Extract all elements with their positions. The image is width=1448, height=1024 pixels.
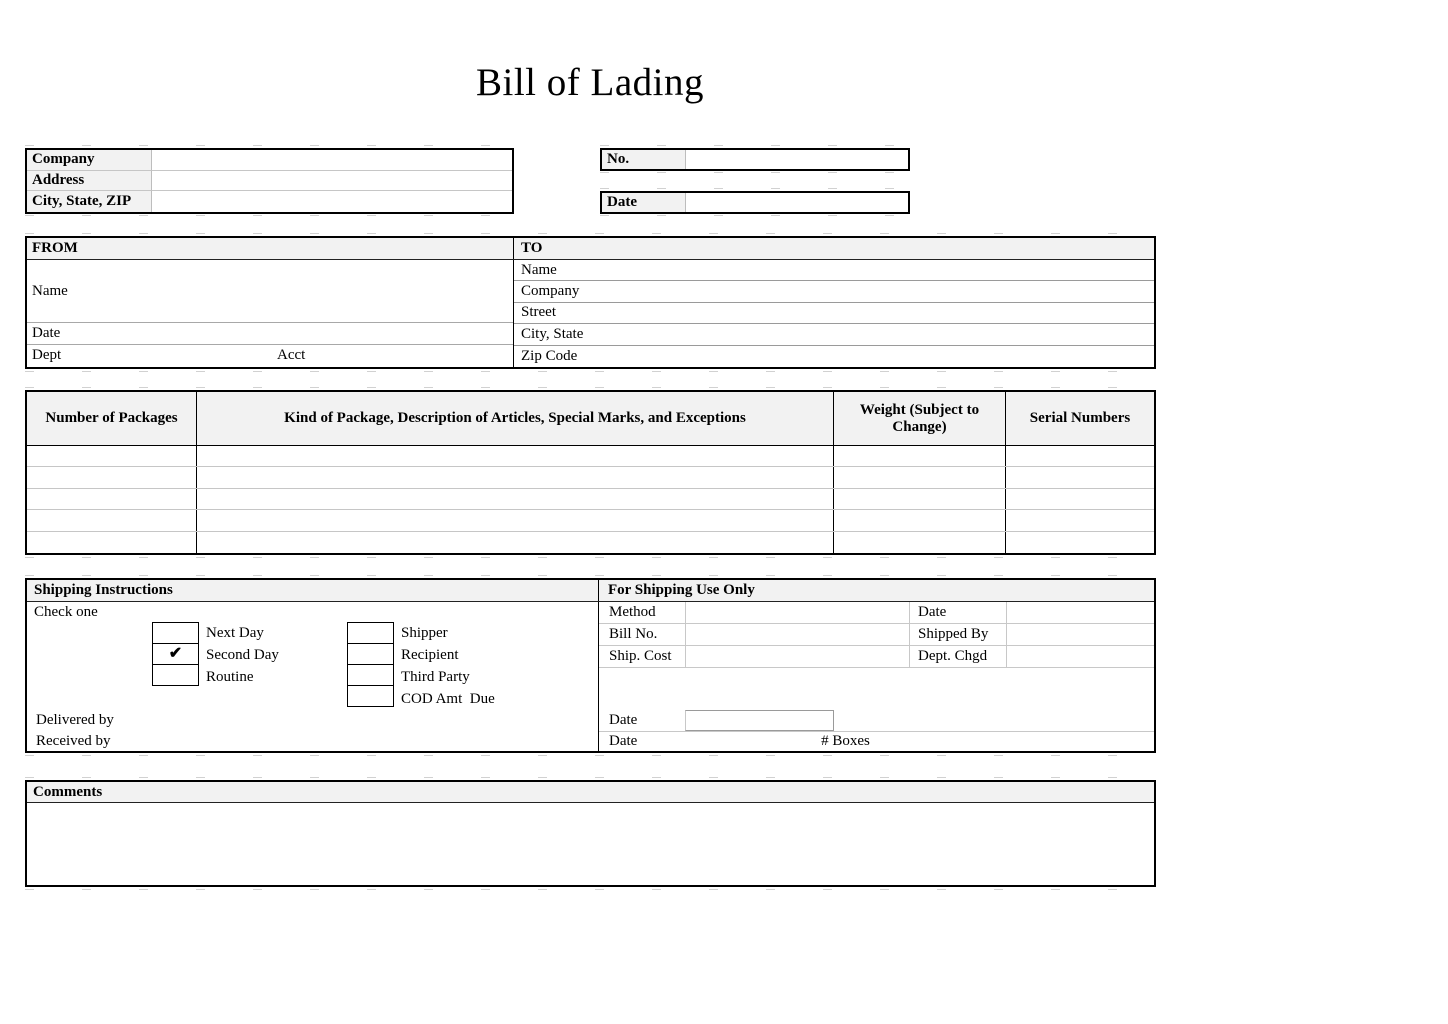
to-street-label: Street <box>521 304 556 321</box>
comments-section <box>25 780 1156 887</box>
routine-checkbox[interactable] <box>152 664 199 686</box>
from-pane <box>27 260 513 367</box>
col-number-of-packages: Number of Packages <box>27 392 197 445</box>
shipper-company-block <box>25 148 514 214</box>
received-by-label: Received by <box>36 733 111 749</box>
gridline-ticks <box>25 557 1156 558</box>
shipping-instructions-pane <box>27 602 598 751</box>
table-cell[interactable] <box>834 446 1006 466</box>
from-header: FROM <box>32 240 78 256</box>
bol-date-box <box>600 191 910 214</box>
gridline-ticks <box>600 215 910 216</box>
packages-table-body <box>27 446 1154 553</box>
num-boxes-value-field[interactable] <box>1006 732 1154 751</box>
table-cell[interactable] <box>27 532 197 553</box>
to-pane <box>513 260 1154 367</box>
table-cell[interactable] <box>27 510 197 530</box>
bol-date-label: Date <box>602 193 686 212</box>
received-by-field[interactable] <box>36 731 111 751</box>
col-kind-of-package: Kind of Package, Description of Articles, Special Marks, and Exceptions <box>197 392 834 445</box>
bol-date-value-field[interactable] <box>686 193 908 212</box>
gridline-ticks <box>25 889 1156 890</box>
gridline-ticks <box>25 215 514 216</box>
from-to-header-row <box>27 238 1154 260</box>
method-label: Method <box>609 604 656 620</box>
col-serial-numbers: Serial Numbers <box>1029 410 1131 426</box>
packages-table-header-row <box>27 392 1154 446</box>
gridline-ticks <box>600 188 910 189</box>
table-cell[interactable] <box>834 532 1006 553</box>
col-weight: Weight (Subject to Change) <box>834 392 1006 445</box>
shipping-section <box>25 578 1156 753</box>
method-date-row <box>599 602 1154 624</box>
bol-number-box <box>600 148 910 171</box>
shipping-use-only-pane <box>598 602 1154 751</box>
second-day-checkbox[interactable] <box>152 643 199 665</box>
billno-shippedby-row <box>599 624 1154 646</box>
gridline-ticks <box>25 575 1156 576</box>
from-to-section <box>25 236 1156 369</box>
cod-amt-due-label: COD Amt Due <box>401 691 495 707</box>
ship-cost-label: Ship. Cost <box>609 648 672 664</box>
to-company-field[interactable] <box>514 281 1154 302</box>
next-day-checkbox[interactable] <box>152 622 199 644</box>
to-name-field[interactable] <box>514 260 1154 281</box>
gridline-ticks <box>25 145 514 146</box>
ship-date-value-field[interactable] <box>1006 602 1154 623</box>
city-state-zip-label: City, State, ZIP <box>27 191 152 212</box>
gridline-ticks <box>25 387 1156 388</box>
speed-checkbox-stack <box>152 622 199 686</box>
table-cell[interactable] <box>1006 446 1154 466</box>
use-date-1-value-field[interactable] <box>685 710 834 731</box>
bill-no-value-field[interactable] <box>685 624 909 645</box>
address-label: Address <box>27 171 152 192</box>
next-day-label: Next Day <box>206 625 264 641</box>
table-row <box>27 532 1154 553</box>
to-zip-label: Zip Code <box>521 347 578 364</box>
to-street-field[interactable] <box>514 303 1154 324</box>
table-cell[interactable] <box>197 532 834 553</box>
dept-chgd-label: Dept. Chgd <box>909 646 1006 667</box>
company-value-field[interactable] <box>152 150 512 171</box>
to-name-label: Name <box>521 261 557 278</box>
packages-table <box>25 390 1156 555</box>
from-acct-label: Acct <box>277 347 306 363</box>
shipping-use-only-header: For Shipping Use Only <box>598 580 1154 601</box>
shipping-header-row <box>27 580 1154 602</box>
table-cell[interactable] <box>27 489 197 509</box>
use-date-2-label: Date <box>609 733 638 749</box>
routine-label: Routine <box>206 669 254 685</box>
to-city-state-field[interactable] <box>514 324 1154 345</box>
table-cell[interactable] <box>834 510 1006 530</box>
bill-no-label: Bill No. <box>609 626 658 642</box>
payer-checkbox-labels <box>401 622 495 710</box>
comments-field[interactable] <box>27 803 1154 885</box>
table-cell[interactable] <box>27 446 197 466</box>
to-zip-field[interactable] <box>514 346 1154 367</box>
to-header: TO <box>513 238 1154 259</box>
gridline-ticks <box>25 777 1156 778</box>
cod-amt-due-checkbox[interactable] <box>347 685 394 707</box>
num-boxes-label: # Boxes <box>821 733 870 749</box>
shipping-instructions-header: Shipping Instructions <box>34 582 173 598</box>
table-cell[interactable] <box>27 467 197 487</box>
shipped-by-value-field[interactable] <box>1006 624 1154 645</box>
to-city-state-label: City, State <box>521 325 584 342</box>
city-state-zip-value-field[interactable] <box>152 191 512 212</box>
ship-date-label: Date <box>909 602 1006 623</box>
gridline-ticks <box>600 145 910 146</box>
address-value-field[interactable] <box>152 171 512 192</box>
method-value-field[interactable] <box>685 602 909 623</box>
shipping-body <box>27 602 1154 751</box>
table-cell[interactable] <box>197 510 834 530</box>
table-row <box>27 467 1154 488</box>
table-cell[interactable] <box>197 467 834 487</box>
shipcost-deptchgd-row <box>599 646 1154 668</box>
bol-number-value-field[interactable] <box>686 150 908 169</box>
delivered-by-label: Delivered by <box>36 712 114 728</box>
delivered-by-field[interactable] <box>36 710 114 731</box>
from-to-body <box>27 260 1154 367</box>
checkmark-icon: ✔ <box>168 645 183 662</box>
dept-chgd-value-field[interactable] <box>1006 646 1154 667</box>
table-row <box>27 446 1154 467</box>
third-party-label: Third Party <box>401 669 470 685</box>
second-day-label: Second Day <box>206 647 279 663</box>
page-title: Bill of Lading <box>476 61 704 104</box>
table-cell[interactable] <box>1006 510 1154 530</box>
ship-cost-value-field[interactable] <box>685 646 909 667</box>
table-cell[interactable] <box>1006 467 1154 487</box>
gridline-ticks <box>25 371 1156 372</box>
shipper-label: Shipper <box>401 625 448 641</box>
from-dept-label: Dept <box>32 347 62 363</box>
table-cell[interactable] <box>1006 532 1154 553</box>
from-date-field[interactable] <box>27 323 513 345</box>
payer-checkbox-stack <box>347 622 394 707</box>
table-cell[interactable] <box>834 467 1006 487</box>
table-cell[interactable] <box>197 446 834 466</box>
comments-header: Comments <box>27 782 1154 803</box>
use-date-row-2 <box>599 732 1154 751</box>
shipper-checkbox[interactable] <box>347 622 394 644</box>
gridline-ticks <box>25 755 1156 756</box>
to-company-label: Company <box>521 283 580 300</box>
table-row <box>27 489 1154 510</box>
company-label: Company <box>27 150 152 171</box>
from-name-field[interactable] <box>27 260 513 323</box>
check-one-label: Check one <box>34 604 98 620</box>
table-row <box>27 510 1154 531</box>
bol-number-label: No. <box>602 150 686 169</box>
use-date-row-1 <box>599 710 1154 732</box>
third-party-checkbox[interactable] <box>347 664 394 686</box>
from-dept-acct-field[interactable] <box>27 345 513 367</box>
from-date-label: Date <box>32 325 61 341</box>
recipient-label: Recipient <box>401 647 459 663</box>
use-date-1-label: Date <box>609 712 638 728</box>
gridline-ticks <box>25 233 1156 234</box>
shipped-by-label: Shipped By <box>909 624 1006 645</box>
table-cell[interactable] <box>197 489 834 509</box>
recipient-checkbox[interactable] <box>347 643 394 665</box>
gridline-ticks <box>600 172 910 173</box>
speed-checkbox-labels <box>206 622 279 688</box>
table-cell[interactable] <box>834 489 1006 509</box>
from-name-label: Name <box>32 282 68 299</box>
table-cell[interactable] <box>1006 489 1154 509</box>
